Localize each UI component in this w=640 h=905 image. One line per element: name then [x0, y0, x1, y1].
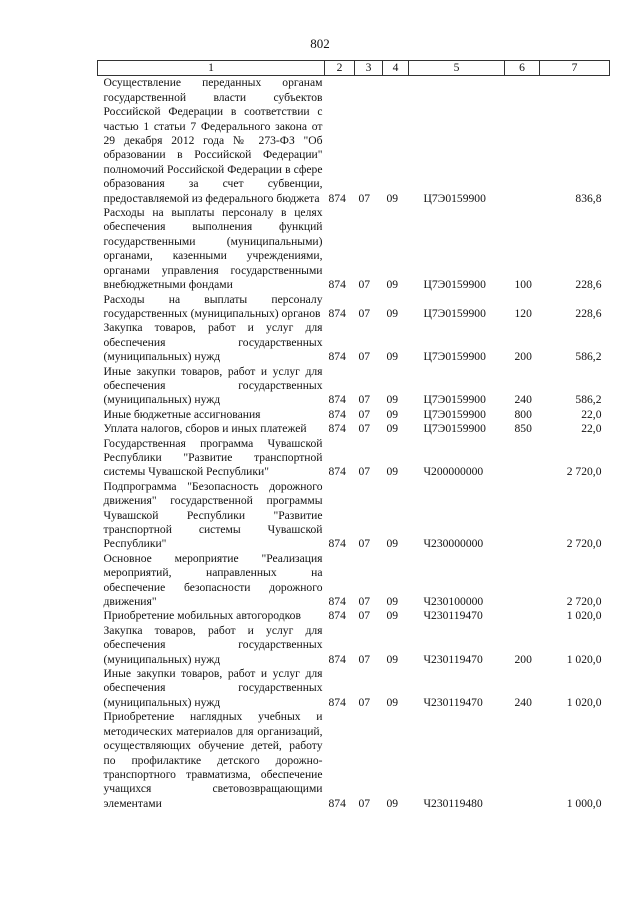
row-name: Расходы на выплаты персоналу государственных (муниципальных) органов — [103, 292, 323, 320]
row-amount: 1 020,0 — [566, 609, 602, 623]
table-row — [98, 609, 610, 623]
row-subsection-code: 09 — [386, 306, 399, 320]
row-target-article: Ч230119470 — [423, 695, 483, 709]
row-subsection-code: 09 — [386, 609, 399, 623]
row-expense-type: 120 — [514, 306, 532, 320]
row-target-article: Ц7Э0159900 — [423, 407, 486, 421]
row-amount: 2 720,0 — [566, 465, 602, 479]
column-header: 5 — [409, 61, 505, 76]
row-section-code: 07 — [358, 306, 371, 320]
row-section-code: 07 — [358, 652, 371, 666]
row-amount: 22,0 — [581, 422, 602, 436]
row-grbs-code: 874 — [328, 796, 346, 810]
row-target-article: Ц7Э0159900 — [423, 306, 486, 320]
row-grbs-code: 874 — [328, 537, 346, 551]
column-header: 2 — [325, 61, 355, 76]
row-section-code: 07 — [358, 695, 371, 709]
row-subsection-code: 09 — [386, 278, 399, 292]
row-subsection-code: 09 — [386, 652, 399, 666]
table-row — [98, 667, 610, 710]
row-grbs-code: 874 — [328, 609, 346, 623]
row-expense-type: 200 — [514, 350, 532, 364]
row-subsection-code: 09 — [386, 393, 399, 407]
table-row — [98, 480, 610, 552]
row-grbs-code: 874 — [328, 191, 346, 205]
row-subsection-code: 09 — [386, 422, 399, 436]
row-name: Закупка товаров, работ и услуг для обеспечения государственных (муниципальных) нужд — [103, 623, 323, 666]
row-amount: 228,6 — [575, 278, 602, 292]
row-subsection-code: 09 — [386, 350, 399, 364]
row-expense-type — [505, 710, 540, 811]
row-section-code: 07 — [358, 465, 371, 479]
row-section-code: 07 — [358, 609, 371, 623]
row-target-article: Ч230000000 — [423, 537, 484, 551]
row-name: Основное мероприятие "Реализация мероприятий, направленных на обеспечение безопасности дорожного движения" — [103, 551, 323, 609]
row-name: Иные закупки товаров, работ и услуг для обеспечения государственных (муниципальных) нужд — [103, 667, 323, 709]
row-target-article: Ч230119470 — [423, 652, 483, 666]
row-expense-type: 850 — [514, 422, 532, 436]
row-section-code: 07 — [358, 278, 371, 292]
row-name: Уплата налогов, сборов и иных платежей — [103, 422, 307, 436]
row-amount: 228,6 — [575, 306, 602, 320]
row-name: Расходы на выплаты персоналу в целях обеспечения выполнения функций государственными (муниципальными) органами, казенными учреждениями, органами управления государственными внебюджетными фондами — [103, 206, 323, 292]
row-amount: 1 020,0 — [566, 652, 602, 666]
row-expense-type: 240 — [514, 695, 532, 709]
row-expense-type — [505, 76, 540, 206]
row-grbs-code: 874 — [328, 422, 346, 436]
row-expense-type — [505, 480, 540, 552]
row-target-article: Ц7Э0159900 — [423, 350, 486, 364]
column-header: 6 — [505, 61, 540, 76]
row-name: Закупка товаров, работ и услуг для обеспечения государственных (муниципальных) нужд — [103, 321, 323, 364]
row-section-code: 07 — [358, 537, 371, 551]
row-amount: 2 720,0 — [566, 595, 602, 609]
column-header: 3 — [355, 61, 383, 76]
row-target-article: Ч230100000 — [423, 595, 484, 609]
budget-table — [97, 60, 610, 811]
row-target-article: Ц7Э0159900 — [423, 422, 486, 436]
row-target-article: Ч230119470 — [423, 609, 483, 623]
row-section-code: 07 — [358, 796, 371, 810]
table-row — [98, 408, 610, 422]
row-grbs-code: 874 — [328, 695, 346, 709]
table-row — [98, 206, 610, 292]
table-row — [98, 365, 610, 408]
row-amount: 836,8 — [575, 191, 602, 205]
row-expense-type — [505, 609, 540, 623]
row-expense-type: 200 — [514, 652, 532, 666]
row-amount: 586,2 — [575, 350, 602, 364]
row-subsection-code: 09 — [386, 465, 399, 479]
table-row — [98, 321, 610, 364]
row-grbs-code: 874 — [328, 652, 346, 666]
table-row — [98, 552, 610, 610]
row-subsection-code: 09 — [386, 796, 399, 810]
row-subsection-code: 09 — [386, 407, 399, 421]
row-expense-type: 100 — [514, 278, 532, 292]
row-subsection-code: 09 — [386, 595, 399, 609]
row-section-code: 07 — [358, 393, 371, 407]
row-section-code: 07 — [358, 191, 371, 205]
row-target-article: Ц7Э0159900 — [423, 278, 486, 292]
row-section-code: 07 — [358, 350, 371, 364]
row-name: Приобретение мобильных автогородков — [103, 609, 301, 623]
row-amount: 22,0 — [581, 407, 602, 421]
row-name: Осуществление переданных органам государственной власти субъектов Российской Федерации в соответствии с частью 1 статьи 7 Федерального закона от 29 декабря 2012 года № 273-ФЗ "Об образовании в Российской Федерации" полномочий Российской Федерации в сфере образования за счет субвенции, предоставляемой из федерального бюджета — [103, 76, 323, 205]
row-name: Иные бюджетные ассигнования — [103, 407, 261, 421]
row-grbs-code: 874 — [328, 278, 346, 292]
table-row — [98, 624, 610, 667]
row-name: Иные закупки товаров, работ и услуг для обеспечения государственных (муниципальных) нужд — [103, 364, 323, 407]
row-expense-type: 800 — [514, 407, 532, 421]
row-amount: 1 020,0 — [566, 695, 602, 709]
column-header: 7 — [540, 61, 610, 76]
row-grbs-code: 874 — [328, 306, 346, 320]
row-expense-type — [505, 437, 540, 480]
row-amount: 1 000,0 — [566, 796, 602, 810]
row-subsection-code: 09 — [386, 695, 399, 709]
row-target-article: Ц7Э0159900 — [423, 393, 486, 407]
page-number: 802 — [310, 36, 330, 51]
row-grbs-code: 874 — [328, 350, 346, 364]
row-section-code: 07 — [358, 407, 371, 421]
table-row — [98, 293, 610, 322]
row-grbs-code: 874 — [328, 393, 346, 407]
row-subsection-code: 09 — [386, 191, 399, 205]
row-amount: 2 720,0 — [566, 537, 602, 551]
row-expense-type — [505, 552, 540, 610]
row-grbs-code: 874 — [328, 407, 346, 421]
row-target-article: Ц7Э0159900 — [423, 191, 486, 205]
table-body — [98, 76, 610, 811]
row-expense-type: 240 — [514, 393, 532, 407]
row-subsection-code: 09 — [386, 537, 399, 551]
row-grbs-code: 874 — [328, 465, 346, 479]
row-name: Подпрограмма "Безопасность дорожного движения" государственной программы Чувашской Республики "Развитие транспортной системы Чувашской Республики" — [103, 479, 323, 551]
table-header-row — [98, 61, 610, 76]
row-section-code: 07 — [358, 422, 371, 436]
row-section-code: 07 — [358, 595, 371, 609]
table-row — [98, 76, 610, 206]
row-amount: 586,2 — [575, 393, 602, 407]
column-header: 1 — [98, 61, 325, 76]
row-name: Государственная программа Чувашской Республики "Развитие транспортной системы Чувашской Республики" — [103, 436, 323, 479]
row-grbs-code: 874 — [328, 595, 346, 609]
row-name: Приобретение наглядных учебных и методических материалов для организаций, осуществляющих обучение детей, работу по профилактике детского дорожно-транспортного травматизма, обеспечение учащихся световозвращающими элементами — [103, 710, 323, 810]
table-row — [98, 422, 610, 436]
table-row — [98, 710, 610, 811]
row-target-article: Ч200000000 — [423, 465, 484, 479]
column-header: 4 — [383, 61, 409, 76]
row-target-article: Ч230119480 — [423, 796, 483, 810]
table-row — [98, 437, 610, 480]
